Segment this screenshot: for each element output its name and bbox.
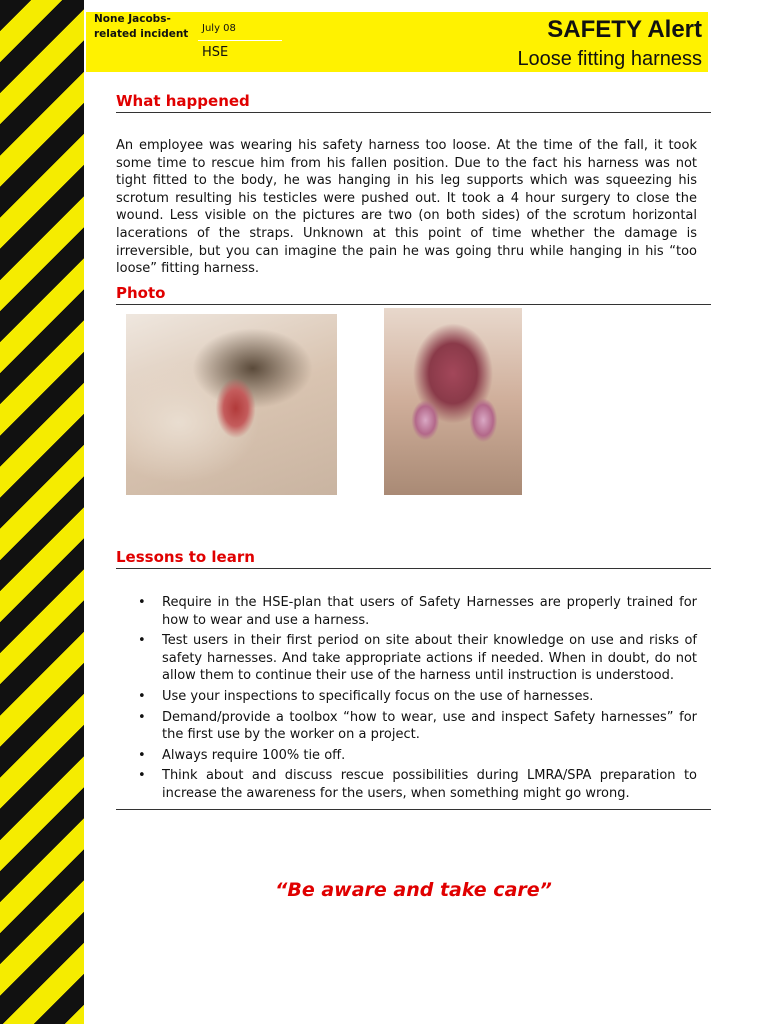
hazard-stripe-border <box>0 0 84 1024</box>
what-happened-text: An employee was wearing his safety harness too loose. At the time of the fall, it took some time to rescue him from his fallen position. Due to the fact his harness was not tight fitted to the body, he was hanging in his leg supports which was squeezing his scrotum resulting his testicles were pushed out. It took a 4 hour surgery to close the wound. Less visible on the pictures are two (on both sides) of the scrotum horizontal lacerations of the straps. Unknown at this point of time whether the damage is irreversible, but you can imagine the pain he was going thru while hanging in his “too loose” fitting harness. <box>116 138 697 277</box>
list-item-text: Always require 100% tie off. <box>162 747 346 763</box>
alert-department: HSE <box>202 45 229 60</box>
list-item <box>116 767 711 802</box>
alert-subtitle: Loose fitting harness <box>517 48 702 70</box>
photo-heading: Photo <box>116 283 711 305</box>
injury-photo-1 <box>126 314 337 495</box>
bullet-dot: • <box>138 688 146 704</box>
list-item-text: Think about and discuss rescue possibilities during LMRA/SPA preparation to increase the awareness for the users, when something might go wrong. <box>162 768 697 801</box>
list-item <box>116 709 711 744</box>
alert-title: SAFETY Alert <box>547 16 702 43</box>
bullet-dot: • <box>138 633 146 649</box>
alert-date: July 08 <box>198 18 282 41</box>
bullet-dot: • <box>138 768 146 784</box>
what-happened-heading: What happened <box>116 91 711 113</box>
list-item-text: Test users in their first period on site about their knowledge on use and risks of safety harnesses. And take appropriate actions if needed. When in doubt, do not allow them to continue their use of the harness until instruction is understood. <box>162 633 697 684</box>
list-item-text: Use your inspections to specifically focus on the use of harnesses. <box>162 688 594 704</box>
lessons-list <box>116 594 711 810</box>
list-item <box>116 688 711 706</box>
bullet-dot: • <box>138 595 146 610</box>
alert-header <box>86 12 708 72</box>
list-item-text: Require in the HSE-plan that users of Safety Harnesses are properly trained for how to wear and use a harness. <box>162 595 697 628</box>
list-item-text: Demand/provide a toolbox “how to wear, use and inspect Safety harnesses” for the first use by the worker on a project. <box>162 709 697 743</box>
footer-quote: “Be aware and take care” <box>275 879 552 901</box>
list-item <box>116 594 711 629</box>
lessons-heading: Lessons to learn <box>116 547 711 569</box>
injury-photo-2 <box>384 308 522 495</box>
list-item <box>116 632 711 685</box>
incident-classification: None Jacobs-related incident <box>94 13 189 40</box>
list-item <box>116 747 711 765</box>
bullet-dot: • <box>138 747 146 763</box>
bullet-dot: • <box>138 709 146 725</box>
